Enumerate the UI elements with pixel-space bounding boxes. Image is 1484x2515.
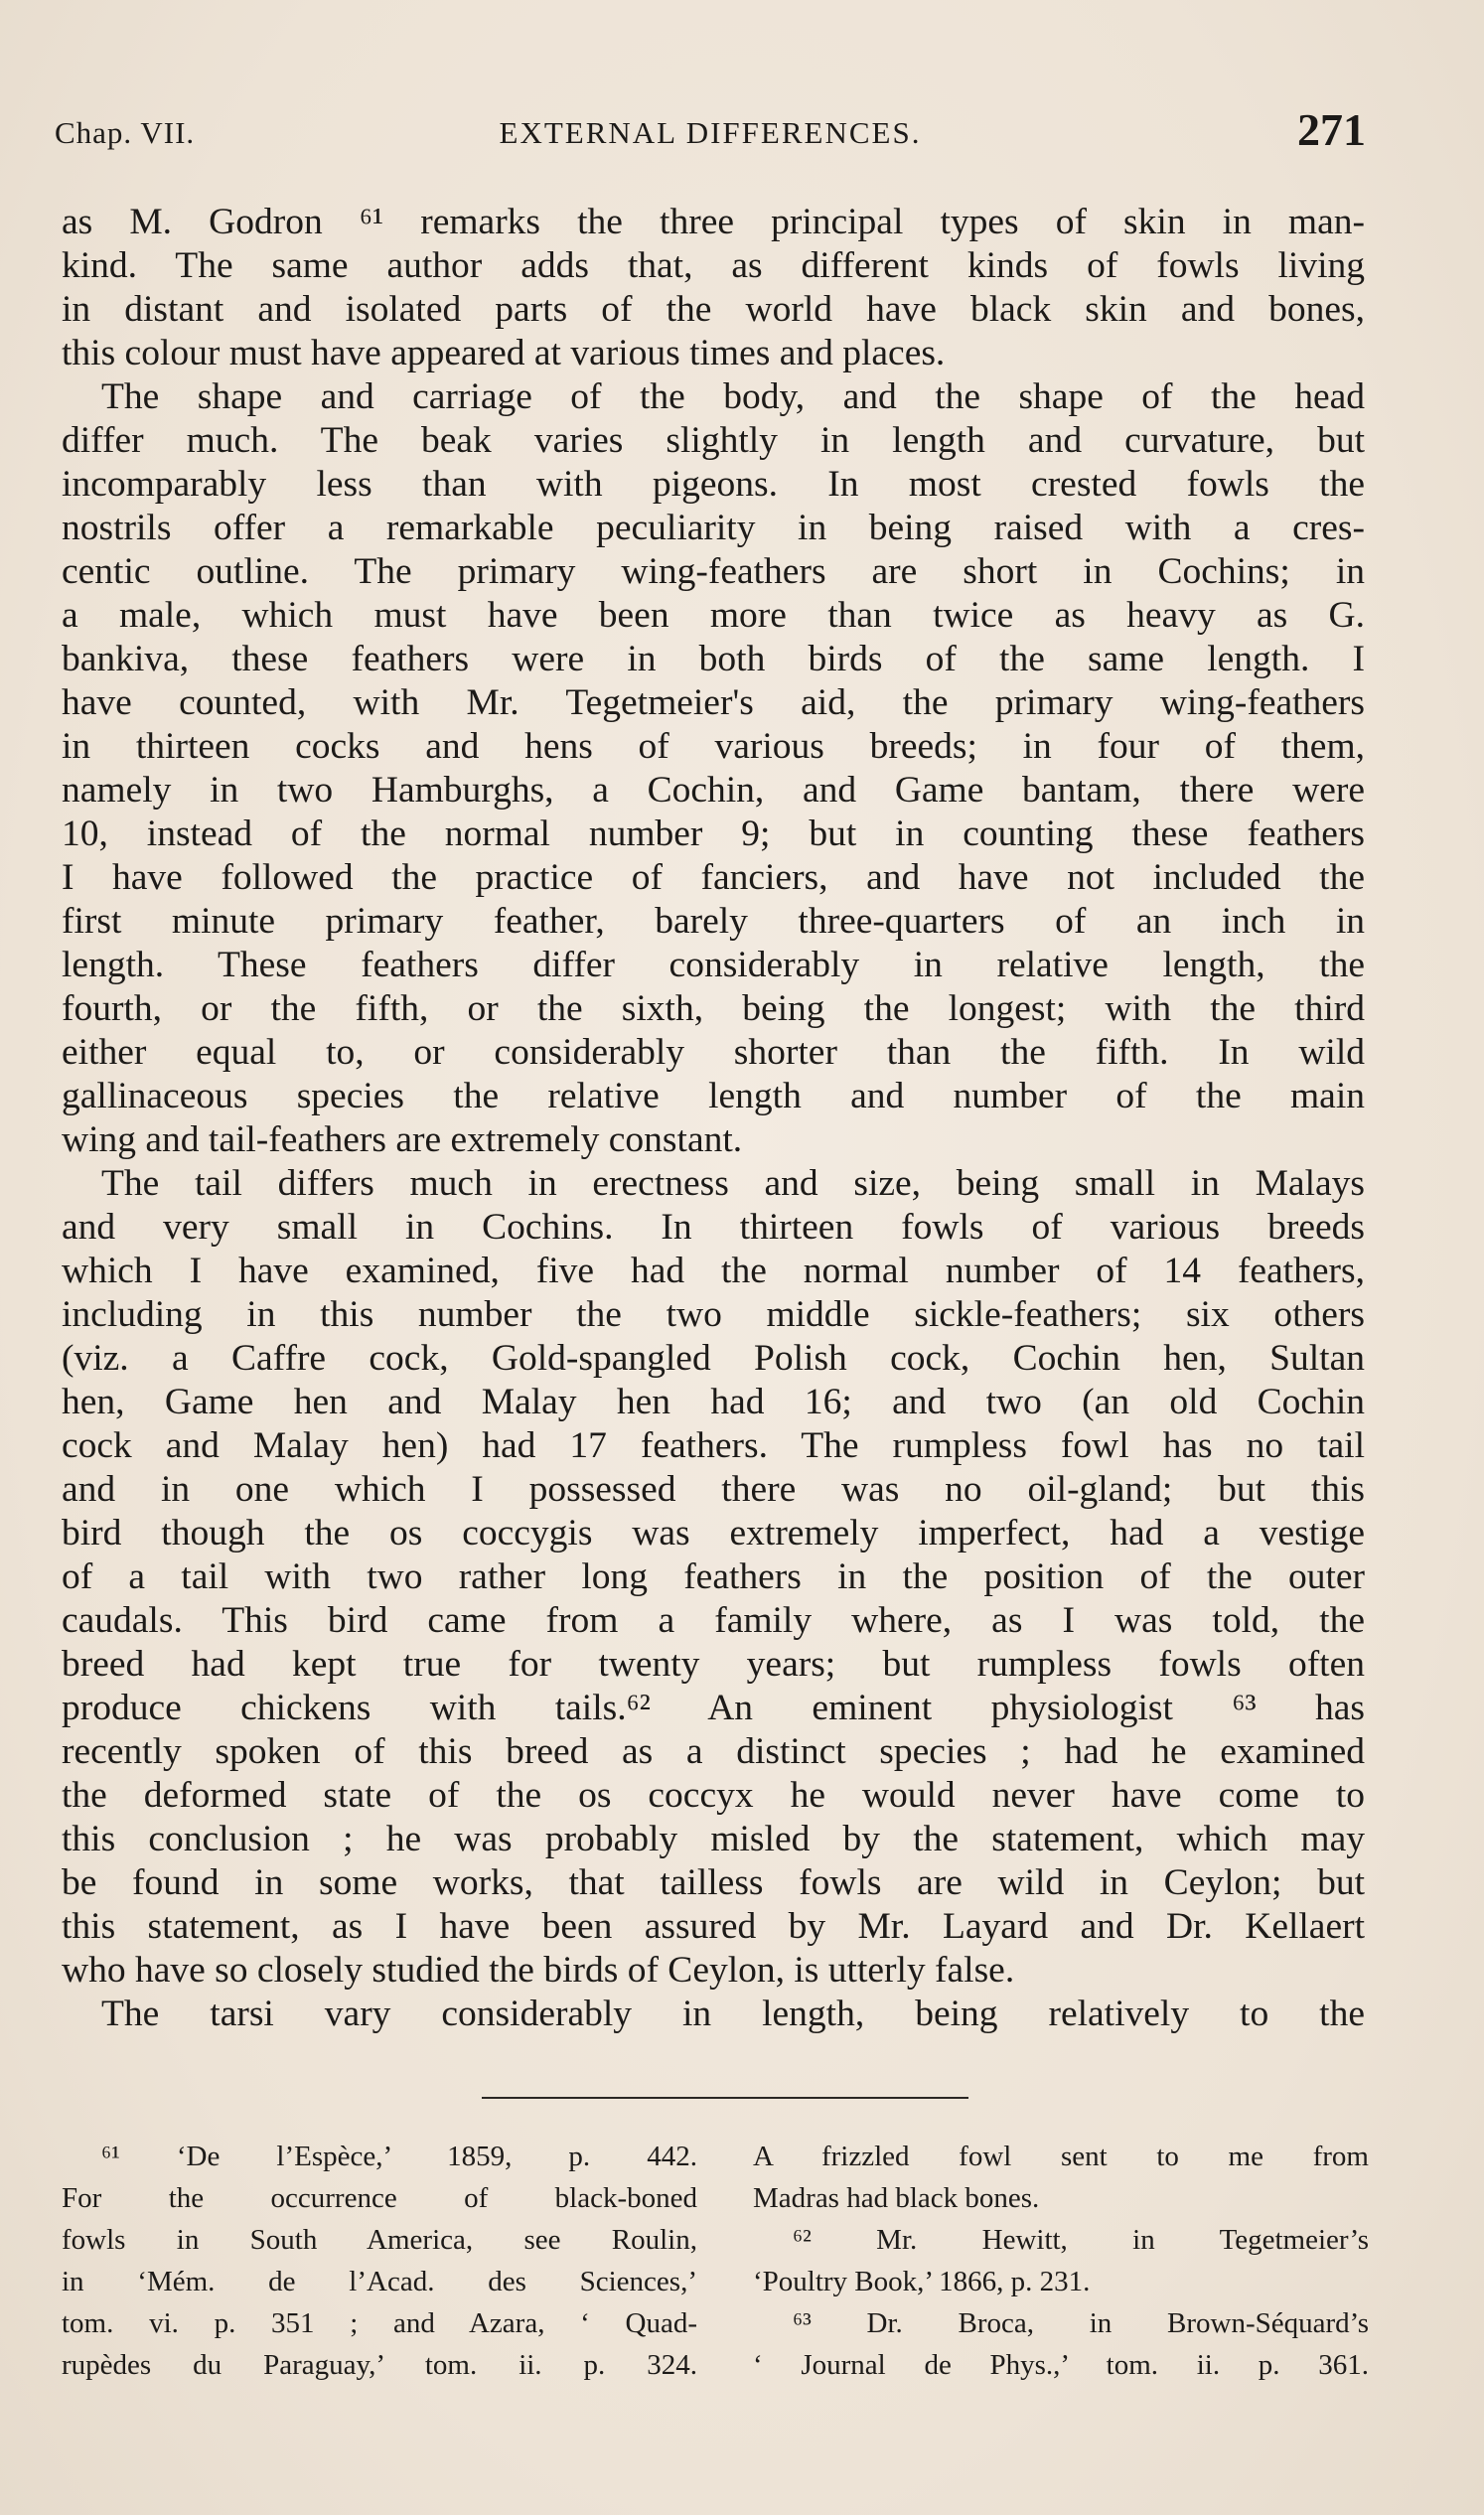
text-line: either equal to, or considerably shorter than the fifth. In wild bbox=[62, 1032, 1365, 1073]
text-line: have counted, with Mr. Tegetmeier's aid, the primary wing-feathers bbox=[62, 682, 1365, 723]
text-line: who have so closely studied the birds of Ceylon, is utterly false. bbox=[62, 1950, 1015, 1991]
body-text bbox=[62, 201, 1365, 2036]
text-line: this colour must have appeared at various times and places. bbox=[62, 333, 946, 373]
text-line: nostrils offer a remarkable peculiarity in being raised with a cres- bbox=[62, 508, 1365, 548]
text-line: the deformed state of the os coccyx he would never have come to bbox=[62, 1775, 1365, 1816]
text-line: (viz. a Caffre cock, Gold-spangled Polish cock, Cochin hen, Sultan bbox=[62, 1338, 1365, 1379]
text-line: of a tail with two rather long feathers in the position of the outer bbox=[62, 1556, 1365, 1597]
footnote-line: rupèdes du Paraguay,’ tom. ii. p. 324. bbox=[62, 2349, 697, 2381]
footnotes-right-column bbox=[753, 2136, 1369, 2386]
text-line: incomparably less than with pigeons. In most crested fowls the bbox=[62, 464, 1365, 505]
text-line: kind. The same author adds that, as different kinds of fowls living bbox=[62, 245, 1365, 286]
text-line: The shape and carriage of the body, and the shape of the head bbox=[101, 376, 1365, 417]
text-line: be found in some works, that tailless fowls are wild in Ceylon; but bbox=[62, 1862, 1365, 1903]
text-line: The tarsi vary considerably in length, being relatively to the bbox=[101, 1994, 1365, 2034]
text-line: which I have examined, five had the normal number of 14 feathers, bbox=[62, 1251, 1365, 1291]
text-line: bird though the os coccygis was extremely imperfect, had a vestige bbox=[62, 1513, 1365, 1553]
text-line: I have followed the practice of fanciers, and have not included the bbox=[62, 857, 1365, 898]
text-line: fourth, or the fifth, or the sixth, being the longest; with the third bbox=[62, 988, 1365, 1029]
text-line: wing and tail-feathers are extremely constant. bbox=[62, 1119, 743, 1160]
footnote-line: ⁶¹ ‘De l’Espèce,’ 1859, p. 442. bbox=[101, 2141, 697, 2172]
footnote-line: fowls in South America, see Roulin, bbox=[62, 2224, 697, 2256]
text-line: cock and Malay hen) had 17 feathers. The rumpless fowl has no tail bbox=[62, 1425, 1365, 1466]
text-line: recently spoken of this breed as a distinct species ; had he examined bbox=[62, 1731, 1365, 1772]
text-line: differ much. The beak varies slightly in length and curvature, but bbox=[62, 420, 1365, 461]
text-line: produce chickens with tails.⁶² An eminent physiologist ⁶³ has bbox=[62, 1688, 1365, 1728]
text-line: 10, instead of the normal number 9; but in counting these feathers bbox=[62, 814, 1365, 854]
text-line: in thirteen cocks and hens of various breeds; in four of them, bbox=[62, 726, 1365, 767]
text-line: and very small in Cochins. In thirteen fowls of various breeds bbox=[62, 1207, 1365, 1248]
running-title: EXTERNAL DIFFERENCES. bbox=[499, 115, 922, 150]
text-line: bankiva, these feathers were in both birds of the same length. I bbox=[62, 639, 1365, 679]
text-line: hen, Game hen and Malay hen had 16; and two (an old Cochin bbox=[62, 1382, 1365, 1422]
page-number: 271 bbox=[1297, 104, 1366, 155]
text-line: in distant and isolated parts of the world have black skin and bones, bbox=[62, 289, 1365, 330]
footnote-line: in ‘Mém. de l’Acad. des Sciences,’ bbox=[62, 2266, 697, 2297]
footnote-line: ‘Poultry Book,’ 1866, p. 231. bbox=[753, 2266, 1091, 2297]
text-line: breed had kept true for twenty years; but rumpless fowls often bbox=[62, 1644, 1365, 1685]
text-line: gallinaceous species the relative length and number of the main bbox=[62, 1076, 1365, 1116]
text-line: namely in two Hamburghs, a Cochin, and Game bantam, there were bbox=[62, 770, 1365, 811]
text-line: a male, which must have been more than twice as heavy as G. bbox=[62, 595, 1365, 636]
footnote-line: ‘ Journal de Phys.,’ tom. ii. p. 361. bbox=[753, 2349, 1369, 2381]
footnote-line: For the occurrence of black-boned bbox=[62, 2182, 697, 2214]
text-line: this statement, as I have been assured by Mr. Layard and Dr. Kellaert bbox=[62, 1906, 1365, 1947]
text-line: and in one which I possessed there was no oil-gland; but this bbox=[62, 1469, 1365, 1510]
footnote-line: ⁶² Mr. Hewitt, in Tegetmeier’s bbox=[793, 2224, 1369, 2256]
text-line: including in this number the two middle sickle-feathers; six others bbox=[62, 1294, 1365, 1335]
footnote-divider bbox=[482, 2097, 968, 2099]
footnote-line: ⁶³ Dr. Broca, in Brown-Séquard’s bbox=[793, 2307, 1369, 2339]
text-line: first minute primary feather, barely three-quarters of an inch in bbox=[62, 901, 1365, 942]
text-line: this conclusion ; he was probably misled by the statement, which may bbox=[62, 1819, 1365, 1859]
footnote-line: A frizzled fowl sent to me from bbox=[753, 2141, 1369, 2172]
text-line: centic outline. The primary wing-feathers are short in Cochins; in bbox=[62, 551, 1365, 592]
text-line: length. These feathers differ considerably in relative length, the bbox=[62, 945, 1365, 985]
running-header bbox=[55, 104, 1366, 167]
chapter-label: Chap. VII. bbox=[55, 115, 196, 150]
footnote-line: Madras had black bones. bbox=[753, 2182, 1040, 2214]
footnotes-left-column bbox=[62, 2136, 697, 2386]
footnote-line: tom. vi. p. 351 ; and Azara, ‘ Quad- bbox=[62, 2307, 697, 2339]
text-line: The tail differs much in erectness and size, being small in Malays bbox=[101, 1163, 1365, 1204]
text-line: as M. Godron ⁶¹ remarks the three principal types of skin in man- bbox=[62, 202, 1365, 242]
text-line: caudals. This bird came from a family where, as I was told, the bbox=[62, 1600, 1365, 1641]
